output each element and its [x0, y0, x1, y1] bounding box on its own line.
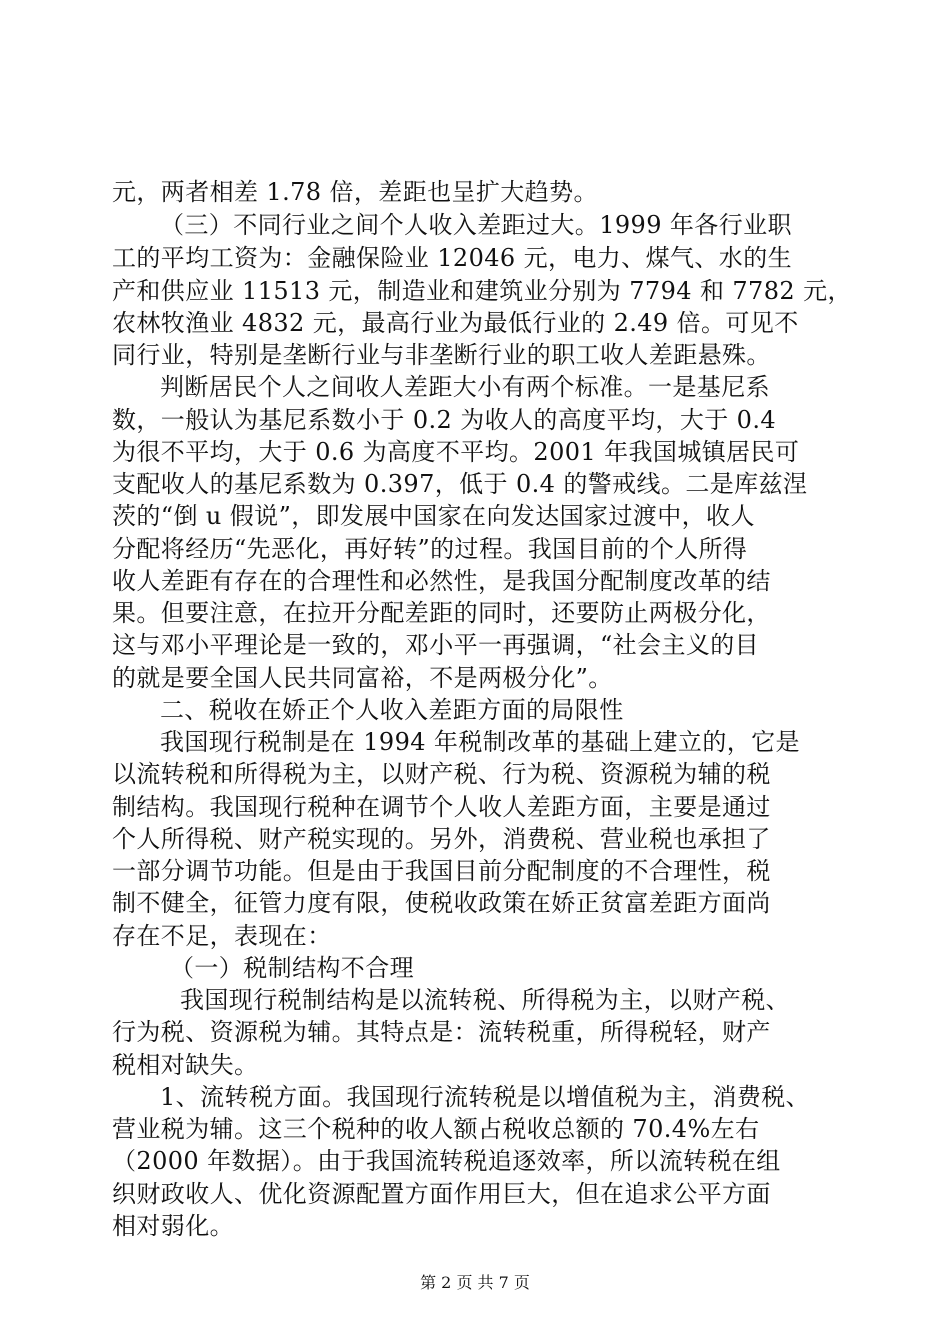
text-line: 同行业，特别是垄断行业与非垄断行业的职工收人差距悬殊。	[112, 341, 771, 369]
text-line: 税相对缺失。	[112, 1051, 259, 1079]
text-line: 工的平均工资为：金融保险业 12046 元，电力、煤气、水的生	[112, 244, 793, 272]
text-line: 我国现行税制是在 1994 年税制改革的基础上建立的，它是	[160, 728, 800, 756]
text-line: 一部分调节功能。但是由于我国目前分配制度的不合理性，税	[112, 857, 771, 885]
text-line: 制不健全，征管力度有限，使税收政策在娇正贫富差距方面尚	[112, 889, 771, 917]
text-line: 这与邓小平理论是一致的，邓小平一再强调，“社会主义的目	[112, 631, 760, 659]
text-line: 制结构。我国现行税种在调节个人收人差距方面，主要是通过	[112, 793, 771, 821]
text-line: （2000 年数据）。由于我国流转税追逐效率，所以流转税在组	[112, 1147, 781, 1175]
text-line: 织财政收人、优化资源配置方面作用巨大，但在追求公平方面	[112, 1180, 771, 1208]
text-line: 相对弱化。	[112, 1212, 234, 1240]
section-heading: 二、税收在娇正个人收入差距方面的局限性	[160, 696, 624, 724]
text-line: 行为税、资源税为辅。其特点是：流转税重，所得税轻，财产	[112, 1018, 771, 1046]
text-line: 1、流转税方面。我国现行流转税是以增值税为主，消费税、	[160, 1083, 811, 1111]
text-line: 为很不平均，大于 0.6 为高度不平均。2001 年我国城镇居民可	[112, 438, 800, 466]
text-line: 农林牧渔业 4832 元，最高行业为最低行业的 2.49 倍。可见不	[112, 309, 799, 337]
text-line: 支配收人的基尼系数为 0.397，低于 0.4 的警戒线。二是库兹涅	[112, 470, 808, 498]
text-line: 茨的“倒 u 假说”，即发展中国家在向发达国家过渡中，收人	[112, 502, 755, 530]
text-line: 产和供应业 11513 元，制造业和建筑业分别为 7794 和 7782 元，	[112, 277, 852, 305]
text-line: 分配将经历“先恶化，再好转”的过程。我国目前的个人所得	[112, 535, 748, 563]
text-line: 个人所得税、财产税实现的。另外，消费税、营业税也承担了	[112, 825, 771, 853]
text-line: 营业税为辅。这三个税种的收人额占税收总额的 70.4%左右	[112, 1115, 760, 1143]
text-line: 果。但要注意，在拉开分配差距的同时，还要防止两极分化，	[112, 599, 771, 627]
text-line: 数，一般认为基尼系数小于 0.2 为收人的高度平均，大于 0.4	[112, 406, 777, 434]
text-line: （三）不同行业之间个人收入差距过大。1999 年各行业职	[160, 211, 792, 239]
text-line: 我国现行税制结构是以流转税、所得税为主，以财产税、	[180, 986, 790, 1014]
text-line: 收人差距有存在的合理性和必然性，是我国分配制度改革的结	[112, 567, 771, 595]
text-line: 的就是要全国人民共同富裕，不是两极分化”。	[112, 664, 613, 692]
text-line: 以流转税和所得税为主，以财产税、行为税、资源税为辅的税	[112, 760, 771, 788]
page-number-footer: 第 2 页 共 7 页	[420, 1273, 530, 1292]
subsection-heading: （一）税制结构不合理	[170, 954, 414, 982]
text-line: 存在不足，表现在：	[112, 922, 332, 950]
text-line: 判断居民个人之间收人差距大小有两个标准。一是基尼系	[160, 373, 770, 401]
text-line: 元，两者相差 1.78 倍，差距也呈扩大趋势。	[112, 178, 598, 206]
